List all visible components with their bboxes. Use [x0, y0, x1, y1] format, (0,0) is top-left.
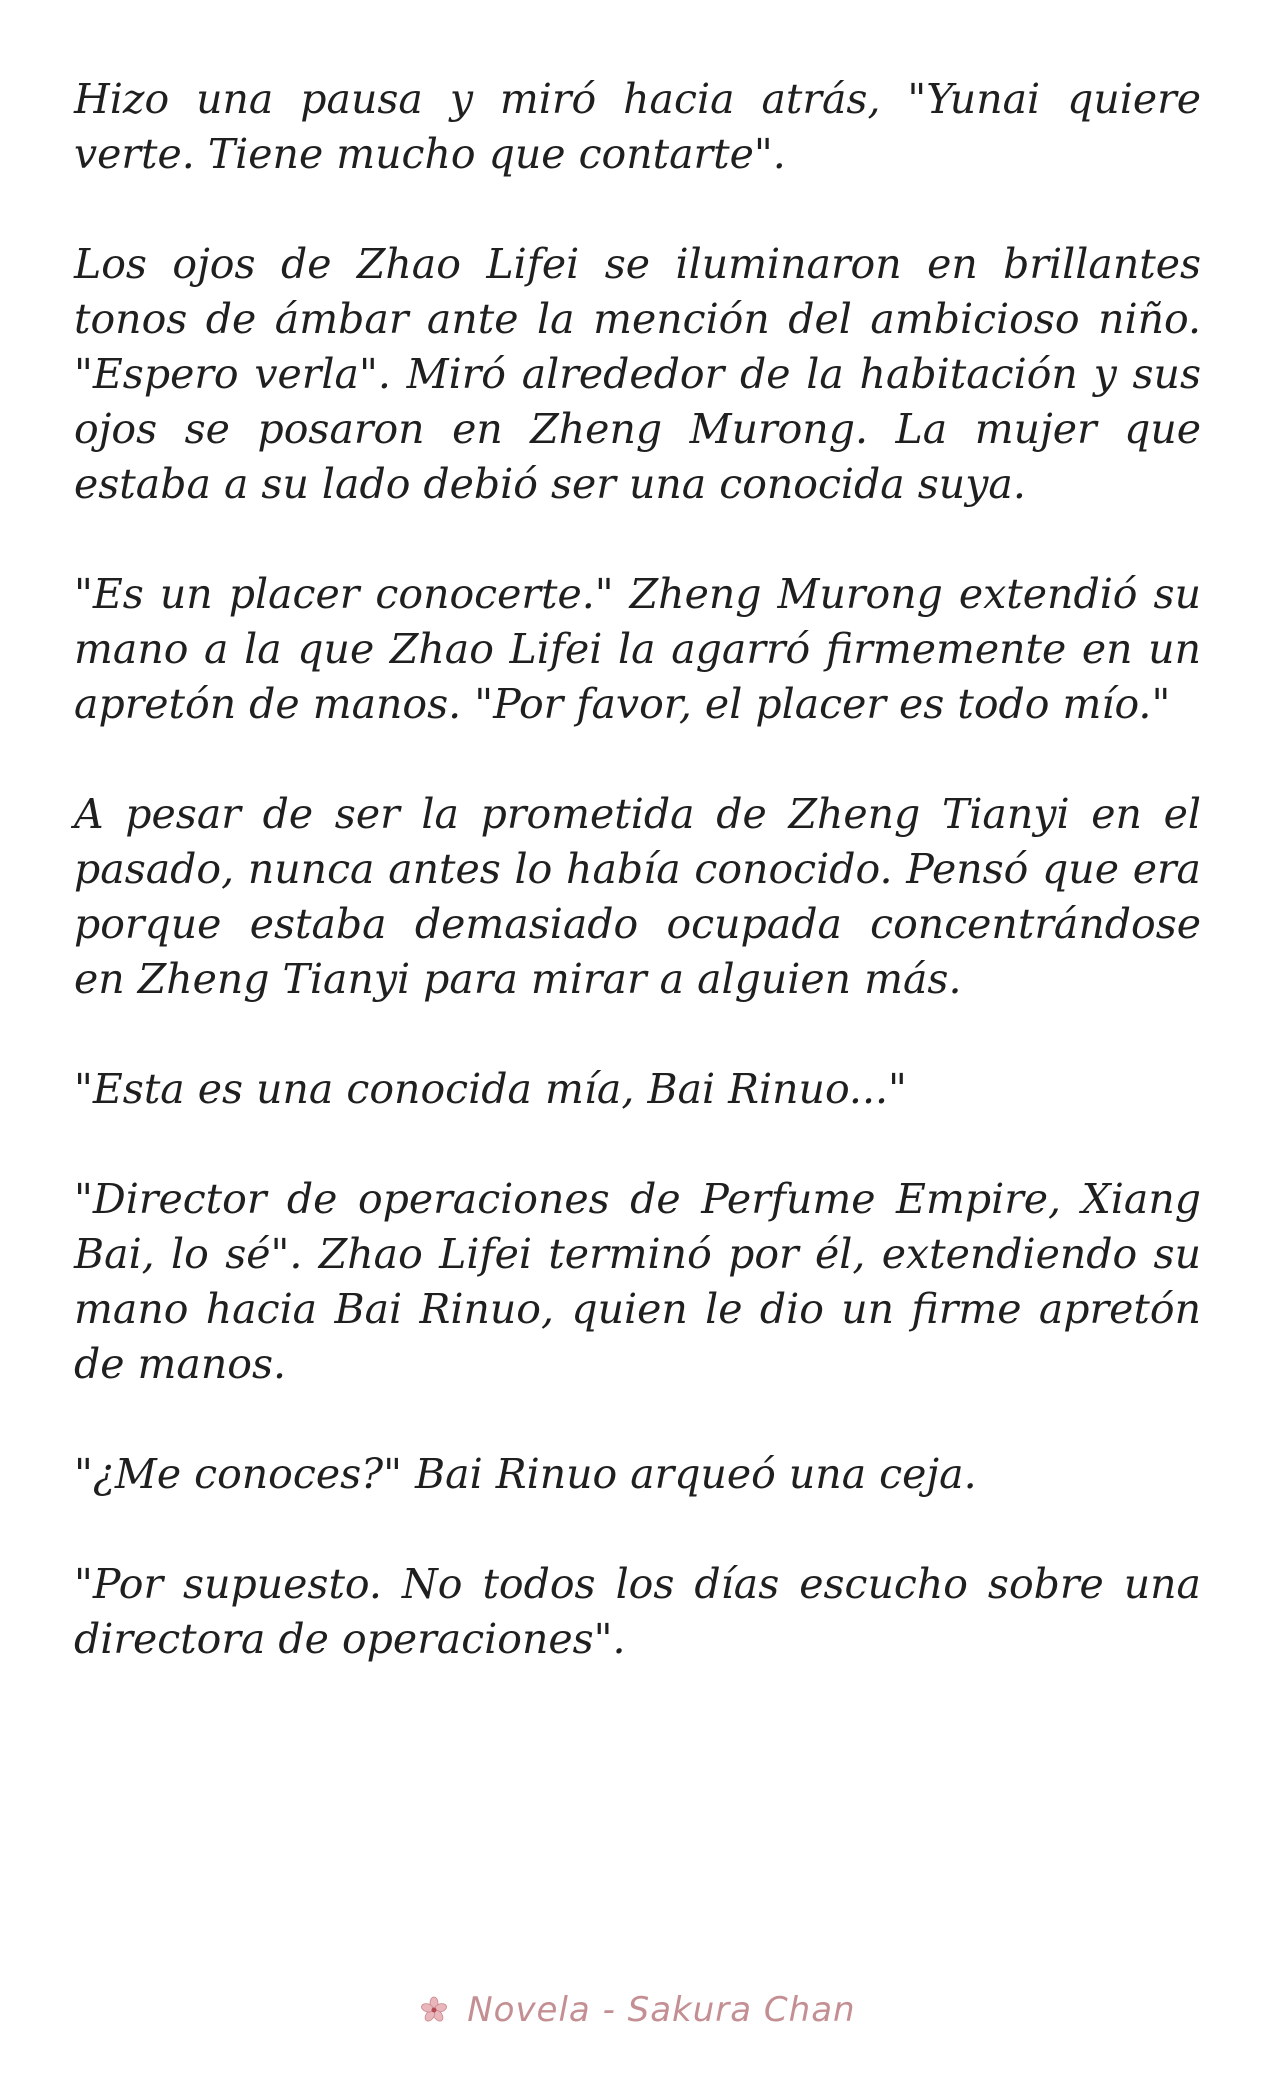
- paragraph: "Director de operaciones de Perfume Empire, Xiang Bai, lo sé". Zhao Lifei terminó por él, extendiendo su mano hacia Bai Rinuo, quien le dio un firme apretón de manos.: [74, 1175, 1201, 1388]
- paragraph: "¿Me conoces?" Bai Rinuo arqueó una ceja.: [74, 1450, 977, 1498]
- paragraph: Los ojos de Zhao Lifei se iluminaron en brillantes tonos de ámbar ante la mención del ambicioso niño. "Espero verla". Miró alrededor de la habitación y sus ojos se posaron en Zheng Murong. La mujer que estaba a su lado debió ser una conocida suya.: [74, 240, 1201, 508]
- paragraph: "Por supuesto. No todos los días escucho sobre una directora de operaciones".: [74, 1560, 1201, 1663]
- document-body: [74, 72, 1201, 1722]
- sakura-flower-icon: [419, 1994, 449, 2024]
- footer-text: Novela - Sakura Chan: [467, 1990, 856, 2030]
- paragraph: Hizo una pausa y miró hacia atrás, "Yunai quiere verte. Tiene mucho que contarte".: [74, 75, 1201, 178]
- footer-watermark: [0, 1990, 1275, 2030]
- paragraph: "Es un placer conocerte." Zheng Murong extendió su mano a la que Zhao Lifei la agarró firmemente en un apretón de manos. "Por favor, el placer es todo mío.": [74, 570, 1201, 728]
- paragraph: "Esta es una conocida mía, Bai Rinuo...": [74, 1065, 907, 1113]
- paragraph: A pesar de ser la prometida de Zheng Tianyi en el pasado, nunca antes lo había conocido. Pensó que era porque estaba demasiado ocupada concentrándose en Zheng Tianyi para mirar a alguien más.: [74, 790, 1201, 1003]
